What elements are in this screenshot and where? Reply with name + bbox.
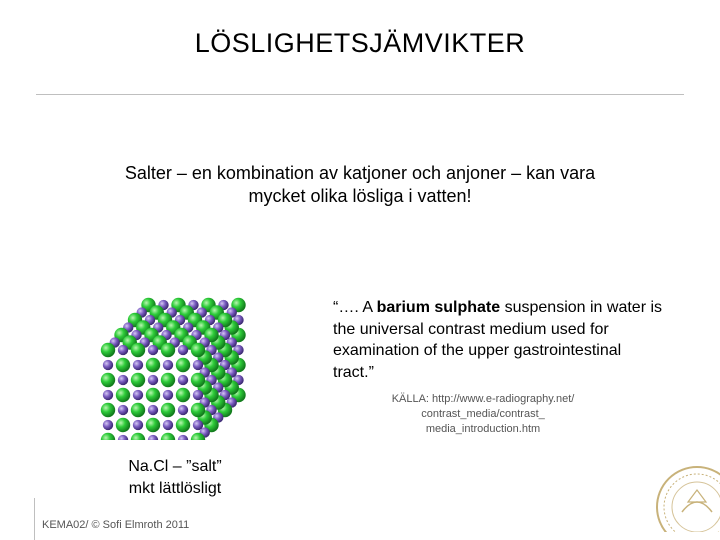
chloride-ion: [101, 433, 115, 440]
sodium-ion: [163, 420, 173, 430]
quote-bold-term: barium sulphate: [376, 299, 501, 316]
chloride-ion: [191, 343, 205, 357]
sodium-ion: [118, 375, 128, 385]
chloride-ion: [176, 358, 190, 372]
chloride-ion: [146, 358, 160, 372]
source-line-2: contrast_media/contrast_: [421, 408, 545, 420]
chloride-ion: [116, 358, 130, 372]
university-seal-icon: [652, 462, 720, 532]
sodium-ion: [148, 405, 158, 415]
sodium-ion: [178, 375, 188, 385]
sodium-ion: [103, 360, 113, 370]
sodium-ion: [163, 360, 173, 370]
chloride-ion: [131, 433, 145, 440]
source-line-1: KÄLLA: http://www.e-radiography.net/: [391, 393, 575, 405]
sodium-ion: [118, 435, 128, 440]
source-line-3: media_introduction.htm: [425, 423, 541, 435]
sodium-ion: [133, 360, 143, 370]
intro-line-1: Salter – en kombination av katjoner och anjoner – kan vara: [124, 163, 596, 183]
sodium-ion: [163, 390, 173, 400]
chloride-ion: [101, 403, 115, 417]
chloride-ion: [176, 388, 190, 402]
nacl-crystal-lattice-icon: [96, 280, 256, 440]
footer-divider: [34, 498, 35, 540]
chloride-ion: [161, 403, 175, 417]
sodium-ion: [148, 375, 158, 385]
sodium-ion: [103, 420, 113, 430]
chloride-ion: [131, 403, 145, 417]
title-divider: [36, 94, 684, 95]
sodium-ion: [133, 420, 143, 430]
sodium-ion: [118, 405, 128, 415]
sodium-ion: [148, 435, 158, 440]
chloride-ion: [116, 388, 130, 402]
intro-text: [90, 162, 630, 208]
chloride-ion: [161, 373, 175, 387]
quote-suffix: suspension in water is the universal contrast medium used for examination of the upper gastrointestinal tract.”: [333, 299, 663, 381]
chloride-ion: [101, 343, 115, 357]
sodium-ion: [103, 390, 113, 400]
chloride-ion: [101, 373, 115, 387]
sodium-ion: [193, 390, 203, 400]
chloride-ion: [146, 388, 160, 402]
chloride-ion: [191, 403, 205, 417]
chloride-ion: [131, 373, 145, 387]
sodium-ion: [193, 360, 203, 370]
quote-prefix: “…. A: [333, 299, 377, 316]
intro-line-2: mycket olika lösliga i vatten!: [248, 186, 472, 206]
chloride-ion: [176, 418, 190, 432]
sodium-ion: [193, 420, 203, 430]
sodium-ion: [178, 345, 188, 355]
quote-text: [333, 297, 663, 383]
page-title: LÖSLIGHETSJÄMVIKTER: [194, 28, 526, 58]
chloride-ion: [191, 373, 205, 387]
sodium-ion: [148, 345, 158, 355]
caption-line-1: Na.Cl – ”salt”: [128, 458, 222, 475]
chloride-ion: [161, 343, 175, 357]
chloride-ion: [131, 343, 145, 357]
sodium-ion: [178, 405, 188, 415]
caption-line-2: mkt lättlösligt: [128, 480, 222, 497]
sodium-ion: [178, 435, 188, 440]
footer-text: KEMA02/ © Sofi Elmroth 2011: [42, 519, 190, 531]
chloride-ion: [116, 418, 130, 432]
chloride-ion: [146, 418, 160, 432]
sodium-ion: [118, 345, 128, 355]
chloride-ion: [161, 433, 175, 440]
source-citation: [370, 392, 596, 437]
crystal-caption: [100, 456, 250, 500]
sodium-ion: [133, 390, 143, 400]
